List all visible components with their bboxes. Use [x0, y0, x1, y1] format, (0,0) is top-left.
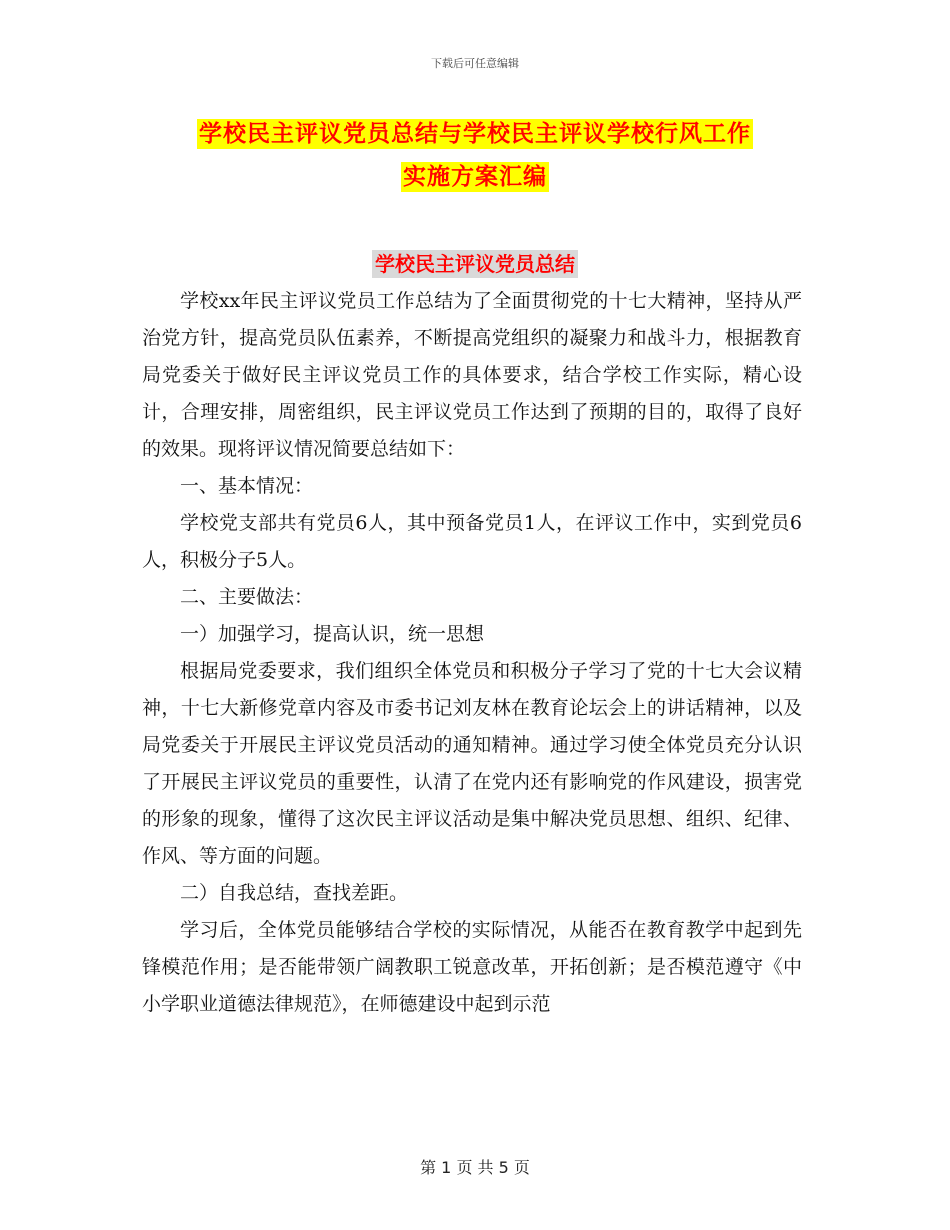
body-paragraph: 二、主要做法： [180, 586, 314, 608]
page-header-note: 下载后可任意编辑 [431, 57, 519, 70]
section-heading [0, 248, 950, 277]
body-paragraph: 一）加强学习，提高认识，统一思想 [180, 623, 485, 645]
body-paragraph: 根据局党委要求，我们组织全体党员和积极分子学习了党的十七大会议精神，十七大新修党章内容及市委书记刘友林在教育论坛会上的讲话精神，以及局党委关于开展民主评议党员活动的通知精神。通过学习使全体党员充分认识了开展民主评议党员的重要性，认清了在党内还有影响党的作风建设，损害党的形象的现象，懂得了这次民主评议活动是集中解决党员思想、组织、纪律、作风、等方面的问题。 [142, 660, 802, 867]
body-paragraph: 学习后，全体党员能够结合学校的实际情况，从能否在教育教学中起到先锋模范作用；是否能带领广阔教职工锐意改革，开拓创新；是否模范遵守《中小学职业道德法律规范》，在师德建设中起到示范 [142, 919, 802, 1015]
page-footer: 第 1 页 共 5 页 [420, 1158, 530, 1177]
document-title-line-1-text: 学校民主评议党员总结与学校民主评议学校行风工作 [199, 121, 751, 147]
body-paragraph: 二）自我总结，查找差距。 [180, 882, 409, 904]
document-title-line-2 [0, 158, 950, 191]
body-paragraph: 学校xx年民主评议党员工作总结为了全面贯彻党的十七大精神，坚持从严治党方针，提高党员队伍素养，不断提高党组织的凝聚力和战斗力，根据教育局党委关于做好民主评议党员工作的具体要求，结合学校工作实际，精心设计，合理安排，周密组织，民主评议党员工作达到了预期的目的，取得了良好的效果。现将评议情况简要总结如下： [142, 290, 802, 460]
body-paragraph: 一、基本情况： [180, 475, 314, 497]
document-title-line-2-text: 实施方案汇编 [403, 164, 547, 190]
body-paragraph: 学校党支部共有党员6人，其中预备党员1人，在评议工作中，实到党员6人，积极分子5人。 [142, 512, 802, 571]
document-title-line-1 [0, 115, 950, 148]
document-body [142, 283, 802, 1023]
section-heading-text: 学校民主评议党员总结 [372, 250, 578, 278]
